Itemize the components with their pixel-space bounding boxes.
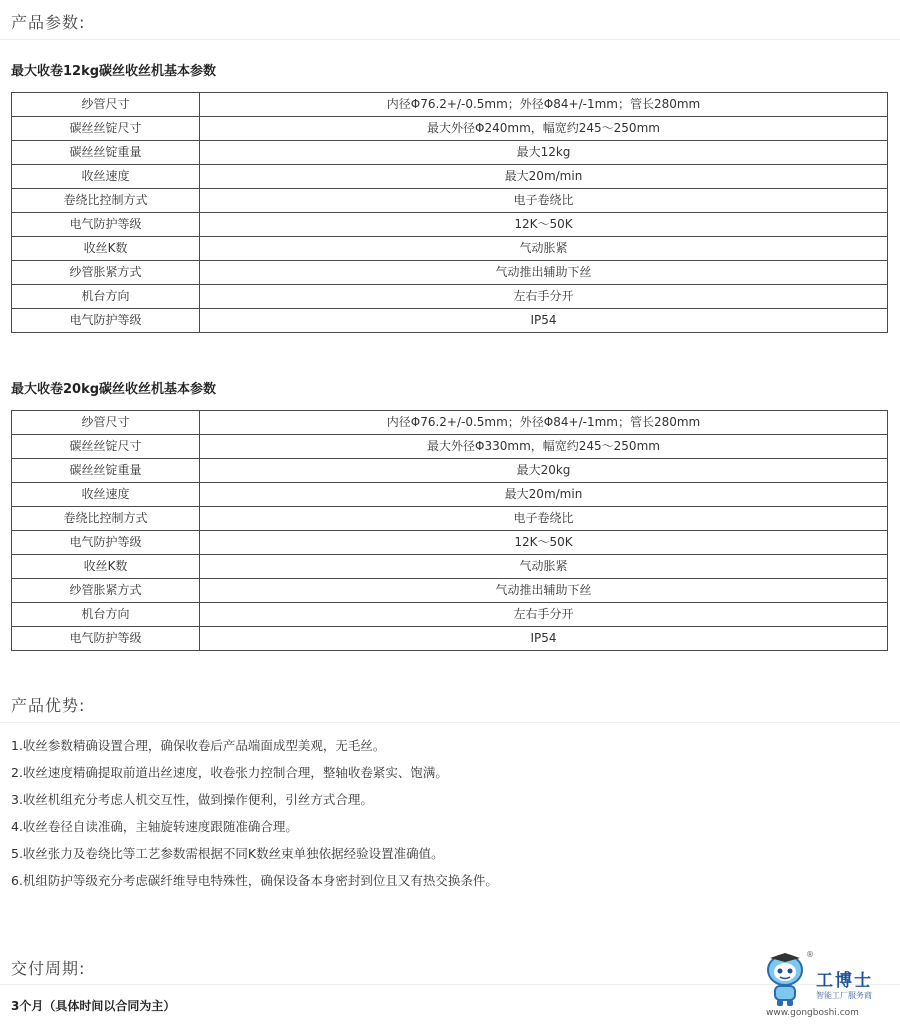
param-value-cell: 内径Φ76.2+/-0.5mm；外径Φ84+/-1mm；管长280mm xyxy=(200,93,888,117)
gongboshi-logo xyxy=(760,950,890,1026)
logo-brand: 工博士 xyxy=(816,971,873,991)
table-row xyxy=(12,555,888,579)
param-value-cell: 电子卷绕比 xyxy=(200,507,888,531)
table-row xyxy=(12,435,888,459)
table-row xyxy=(12,213,888,237)
param-name-cell: 纱管胀紧方式 xyxy=(12,261,200,285)
table-row xyxy=(12,165,888,189)
param-name-cell: 收丝K数 xyxy=(12,555,200,579)
delivery-period: 3个月（具体时间以合同为主） xyxy=(11,999,176,1013)
param-value-cell: 12K～50K xyxy=(200,213,888,237)
logo-site: www.gongboshi.com xyxy=(766,1008,859,1018)
param-name-cell: 机台方向 xyxy=(12,285,200,309)
param-value-cell: 气动胀紧 xyxy=(200,555,888,579)
table-row xyxy=(12,603,888,627)
table2-heading: 最大收卷20kg碳丝收丝机基本参数 xyxy=(11,382,217,397)
param-name-cell: 电气防护等级 xyxy=(12,627,200,651)
param-value-cell: 气动胀紧 xyxy=(200,237,888,261)
table-row xyxy=(12,579,888,603)
section-title-advantages: 产品优势: xyxy=(11,696,86,715)
param-name-cell: 纱管尺寸 xyxy=(12,93,200,117)
advantage-item: 3.收丝机组充分考虑人机交互性，做到操作便利，引丝方式合理。 xyxy=(11,792,373,807)
param-value-cell: 左右手分开 xyxy=(200,603,888,627)
param-name-cell: 电气防护等级 xyxy=(12,531,200,555)
param-value-cell: 最大12kg xyxy=(200,141,888,165)
param-value-cell: 最大20m/min xyxy=(200,483,888,507)
divider xyxy=(0,722,900,723)
table-row xyxy=(12,237,888,261)
table-row xyxy=(12,459,888,483)
param-name-cell: 碳丝丝锭重量 xyxy=(12,459,200,483)
param-name-cell: 碳丝丝锭尺寸 xyxy=(12,435,200,459)
param-name-cell: 收丝速度 xyxy=(12,483,200,507)
robot-mascot-icon xyxy=(760,950,810,1008)
param-name-cell: 卷绕比控制方式 xyxy=(12,189,200,213)
param-name-cell: 卷绕比控制方式 xyxy=(12,507,200,531)
table-row xyxy=(12,483,888,507)
param-name-cell: 纱管胀紧方式 xyxy=(12,579,200,603)
spec-table-12kg xyxy=(11,92,888,333)
advantage-item: 4.收丝卷径自读准确，主轴旋转速度跟随准确合理。 xyxy=(11,819,298,834)
table-row xyxy=(12,93,888,117)
table-row xyxy=(12,189,888,213)
param-name-cell: 碳丝丝锭重量 xyxy=(12,141,200,165)
param-name-cell: 收丝速度 xyxy=(12,165,200,189)
param-name-cell: 纱管尺寸 xyxy=(12,411,200,435)
advantages-list xyxy=(11,737,498,899)
section-title-params: 产品参数: xyxy=(11,13,86,32)
param-name-cell: 电气防护等级 xyxy=(12,213,200,237)
table-row xyxy=(12,309,888,333)
table-row xyxy=(12,411,888,435)
section-title-delivery: 交付周期: xyxy=(11,959,86,978)
param-value-cell: 12K～50K xyxy=(200,531,888,555)
table-row xyxy=(12,117,888,141)
param-value-cell: 气动推出辅助下丝 xyxy=(200,261,888,285)
param-value-cell: 气动推出辅助下丝 xyxy=(200,579,888,603)
param-value-cell: 电子卷绕比 xyxy=(200,189,888,213)
param-value-cell: 最大外径Φ240mm，幅宽约245～250mm xyxy=(200,117,888,141)
advantage-item: 2.收丝速度精确提取前道出丝速度，收卷张力控制合理，整轴收卷紧实、饱满。 xyxy=(11,765,448,780)
param-name-cell: 电气防护等级 xyxy=(12,309,200,333)
param-value-cell: IP54 xyxy=(200,627,888,651)
param-value-cell: IP54 xyxy=(200,309,888,333)
advantage-item: 6.机组防护等级充分考虑碳纤维导电特殊性，确保设备本身密封到位且又有热交换条件。 xyxy=(11,873,498,888)
advantage-item: 1.收丝参数精确设置合理，确保收卷后产品端面成型美观，无毛丝。 xyxy=(11,738,386,753)
registered-mark: ® xyxy=(806,950,814,959)
table-row xyxy=(12,141,888,165)
table-row xyxy=(12,627,888,651)
param-name-cell: 碳丝丝锭尺寸 xyxy=(12,117,200,141)
table-row xyxy=(12,531,888,555)
param-value-cell: 内径Φ76.2+/-0.5mm；外径Φ84+/-1mm；管长280mm xyxy=(200,411,888,435)
spec-table-20kg xyxy=(11,410,888,651)
table-row xyxy=(12,261,888,285)
table-row xyxy=(12,507,888,531)
param-value-cell: 最大20kg xyxy=(200,459,888,483)
table-row xyxy=(12,285,888,309)
param-name-cell: 机台方向 xyxy=(12,603,200,627)
advantage-item: 5.收丝张力及卷绕比等工艺参数需根据不同K数丝束单独依据经验设置准确值。 xyxy=(11,846,444,861)
logo-tagline: 智能工厂服务商 xyxy=(816,991,872,1000)
param-name-cell: 收丝K数 xyxy=(12,237,200,261)
param-value-cell: 最大外径Φ330mm，幅宽约245～250mm xyxy=(200,435,888,459)
param-value-cell: 最大20m/min xyxy=(200,165,888,189)
table1-heading: 最大收卷12kg碳丝收丝机基本参数 xyxy=(11,64,217,79)
divider xyxy=(0,39,900,40)
param-value-cell: 左右手分开 xyxy=(200,285,888,309)
